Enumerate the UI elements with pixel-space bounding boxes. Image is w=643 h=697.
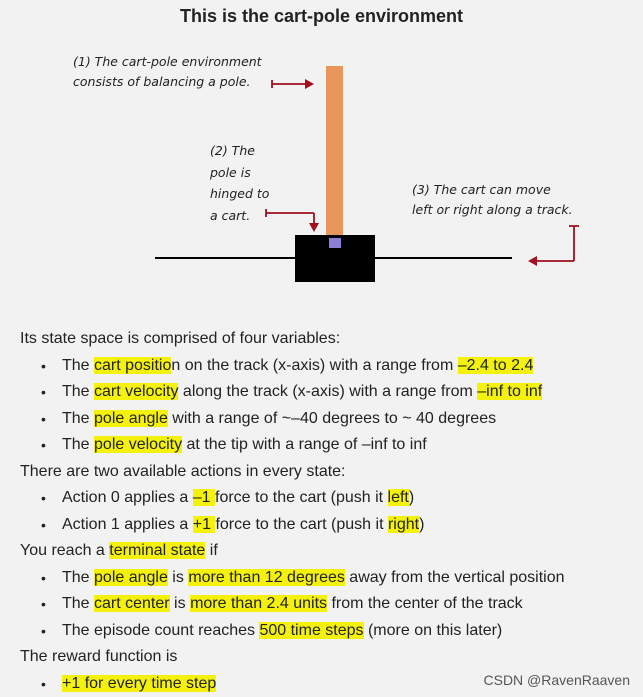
text-segment: away from the vertical position xyxy=(344,568,565,586)
highlighted-text: more than 2.4 units xyxy=(190,595,328,612)
highlighted-text: –1 xyxy=(192,489,215,506)
text-segment: The xyxy=(62,595,95,612)
bullet-text xyxy=(62,357,533,374)
arrow-note-2 xyxy=(266,209,319,232)
highlighted-text: –2.4 to 2.4 xyxy=(457,356,534,374)
bullet-marker: • xyxy=(41,437,46,453)
watermark: CSDN @RavenRaaven xyxy=(483,672,630,688)
cart-pole-diagram xyxy=(0,0,643,320)
bullet-marker: • xyxy=(41,596,46,612)
bullet-item xyxy=(20,591,630,618)
bullet-text xyxy=(62,622,502,639)
text-line xyxy=(20,326,630,353)
note-3-line-1: (3) The cart can move xyxy=(412,182,551,197)
highlighted-text: pole angle xyxy=(94,409,168,427)
note-2-line-2: pole is xyxy=(210,164,251,180)
bullet-item xyxy=(20,565,630,592)
pole xyxy=(326,66,343,246)
text-segment: The xyxy=(62,436,95,453)
bullet-marker: • xyxy=(41,410,46,427)
text-segment: with a range of ~–40 degrees to ~ 40 degrees xyxy=(167,409,497,427)
text-segment: The xyxy=(62,409,95,427)
text-segment: The reward function is xyxy=(20,648,178,665)
bullet-text xyxy=(62,383,542,400)
text-segment: (more on this later) xyxy=(363,621,503,639)
bullet-text xyxy=(62,489,414,506)
bullet-marker: • xyxy=(41,490,46,506)
bullet-text xyxy=(62,569,565,586)
bullet-text xyxy=(62,595,523,612)
text-line xyxy=(20,644,630,671)
text-segment: The episode count reaches xyxy=(62,621,260,639)
text-line xyxy=(20,459,630,486)
bullet-marker: • xyxy=(41,384,46,400)
bullet-marker: • xyxy=(41,622,46,639)
bullet-item xyxy=(20,485,630,512)
highlighted-text: right xyxy=(387,515,420,533)
text-segment: from the center of the track xyxy=(327,595,523,612)
arrow-note-1 xyxy=(272,79,314,89)
note-1-line-1: (1) The cart-pole environment xyxy=(73,54,262,69)
bullet-marker: • xyxy=(41,516,46,533)
bullet-item xyxy=(20,512,630,539)
text-segment: Action 1 applies a xyxy=(62,515,193,533)
text-segment: if xyxy=(205,542,218,559)
bullet-text xyxy=(62,436,427,453)
text-segment: is xyxy=(167,568,189,586)
highlighted-text: +1 for every time step xyxy=(62,674,217,692)
text-segment: force to the cart (push it xyxy=(215,515,388,533)
highlighted-text: –inf to inf xyxy=(477,383,543,400)
text-segment: ) xyxy=(419,515,425,533)
highlighted-text: +1 xyxy=(192,515,216,533)
text-segment: There are two available actions in every state: xyxy=(20,462,346,480)
highlighted-text: cart velocity xyxy=(94,383,179,400)
description-text xyxy=(20,326,630,697)
bullet-text xyxy=(62,516,424,533)
bullet-marker: • xyxy=(41,569,46,586)
text-segment: The xyxy=(62,568,95,586)
bullet-item xyxy=(20,353,630,380)
bullet-marker: • xyxy=(41,675,46,692)
bullet-item xyxy=(20,432,630,459)
hinge xyxy=(329,238,341,248)
text-segment: Its state space is comprised of four variables: xyxy=(20,330,341,347)
bullet-item xyxy=(20,618,630,645)
text-segment: Action 0 applies a xyxy=(62,489,193,506)
text-line xyxy=(20,538,630,565)
highlighted-text: pole velocity xyxy=(94,436,183,453)
text-segment: n on the track (x-axis) with a range from xyxy=(171,356,458,374)
highlighted-text: pole angle xyxy=(94,568,168,586)
bullet-item xyxy=(20,379,630,406)
text-segment: along the track (x-axis) with a range from xyxy=(178,383,478,400)
text-segment: force to the cart (push it xyxy=(215,489,388,506)
note-2-line-1: (2) The xyxy=(210,143,255,158)
page-title: This is the cart-pole environment xyxy=(179,6,464,26)
bullet-text xyxy=(62,675,216,692)
highlighted-text: cart positio xyxy=(94,356,172,374)
note-2 xyxy=(210,140,269,226)
text-segment: The xyxy=(62,356,95,374)
note-3 xyxy=(412,180,573,220)
bullet-text xyxy=(62,410,496,427)
arrow-note-3 xyxy=(528,226,579,266)
bullet-item xyxy=(20,406,630,433)
text-segment: at the tip with a range of –inf to inf xyxy=(182,436,427,453)
note-1 xyxy=(73,52,262,92)
text-segment: You reach a xyxy=(20,542,110,559)
highlighted-text: cart center xyxy=(94,595,170,612)
highlighted-text: terminal state xyxy=(109,542,206,559)
note-3-line-2: left or right along a track. xyxy=(412,202,573,217)
highlighted-text: more than 12 degrees xyxy=(188,568,345,586)
note-2-line-3: hinged to xyxy=(210,186,270,201)
note-1-line-2: consists of balancing a pole. xyxy=(73,74,251,89)
highlighted-text: left xyxy=(387,489,409,506)
text-segment: The xyxy=(62,383,95,400)
note-2-line-4: a cart. xyxy=(210,207,251,223)
highlighted-text: 500 time steps xyxy=(259,621,364,639)
text-segment: is xyxy=(169,595,191,612)
text-segment: ) xyxy=(408,489,415,506)
bullet-marker: • xyxy=(41,357,46,374)
